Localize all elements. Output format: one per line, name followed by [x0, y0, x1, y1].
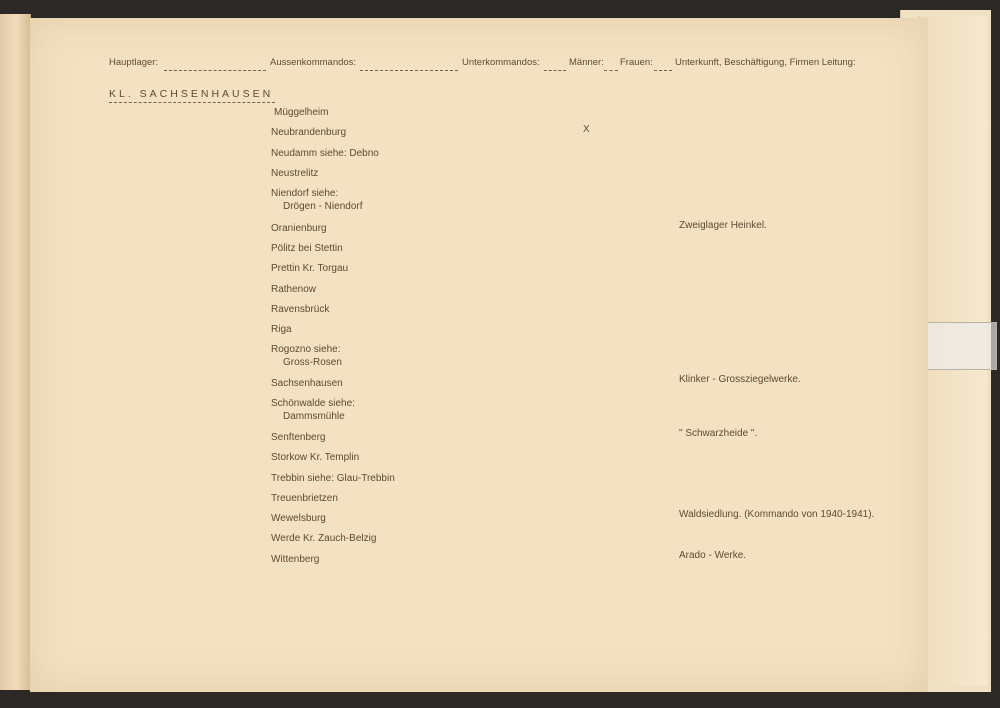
document-page: [30, 18, 928, 692]
header-dash-5: [654, 70, 672, 71]
list-item: Senftenberg: [271, 432, 326, 443]
header-dash-1: [164, 70, 266, 71]
header-frauen: Frauen:: [620, 57, 653, 68]
list-item: Riga: [271, 324, 292, 335]
list-item-sub: Gross-Rosen: [283, 357, 342, 368]
header-hauptlager: Hauptlager:: [109, 57, 159, 68]
left-page-binding: [0, 14, 31, 690]
list-item: Werde Kr. Zauch-Belzig: [271, 533, 377, 544]
list-item-note: Waldsiedlung. (Kommando von 1940-1941).: [679, 509, 875, 520]
list-item: Rathenow: [271, 284, 317, 295]
list-item-note: " Schwarzheide ".: [679, 428, 758, 439]
list-item-note: Arado - Werke.: [679, 550, 747, 561]
list-item: Müggelheim: [274, 107, 329, 118]
header-dash-3: [544, 70, 566, 71]
list-item: Prettin Kr. Torgau: [271, 263, 349, 274]
main-camp-underline: [109, 102, 275, 103]
list-item: Pölitz bei Stettin: [271, 243, 343, 254]
list-item: Trebbin siehe: Glau-Trebbin: [271, 473, 395, 484]
list-item: Sachsenhausen: [271, 378, 343, 389]
list-item-sub: Drögen - Niendorf: [283, 201, 363, 212]
list-item: Storkow Kr. Templin: [271, 452, 360, 463]
list-item: Wittenberg: [271, 554, 320, 565]
maenner-mark: X: [583, 124, 590, 135]
list-item: Wewelsburg: [271, 513, 326, 524]
list-item: Oranienburg: [271, 223, 327, 234]
header-aussenkommandos: Aussenkommandos:: [270, 57, 357, 68]
main-camp-title: KL. SACHSENHAUSEN: [109, 88, 274, 100]
list-item: Ravensbrück: [271, 304, 330, 315]
list-item-note: Zweiglager Heinkel.: [679, 220, 767, 231]
list-item: Rogozno siehe:: [271, 344, 341, 355]
list-item: Neustrelitz: [271, 168, 319, 179]
list-item: Neudamm siehe: Debno: [271, 148, 379, 159]
list-item: Treuenbrietzen: [271, 493, 338, 504]
list-item-note: Klinker - Grossziegelwerke.: [679, 374, 801, 385]
header-unterkommandos: Unterkommandos:: [462, 57, 540, 68]
list-item: Neubrandenburg: [271, 127, 347, 138]
list-item: Schönwalde siehe:: [271, 398, 355, 409]
list-item-sub: Dammsmühle: [283, 411, 345, 422]
header-dash-2: [360, 70, 458, 71]
header-dash-4: [604, 70, 618, 71]
header-maenner: Männer:: [569, 57, 604, 68]
list-item: Niendorf siehe:: [271, 188, 339, 199]
header-unterkunft: Unterkunft, Beschäftigung, Firmen Leitung:: [675, 57, 856, 68]
